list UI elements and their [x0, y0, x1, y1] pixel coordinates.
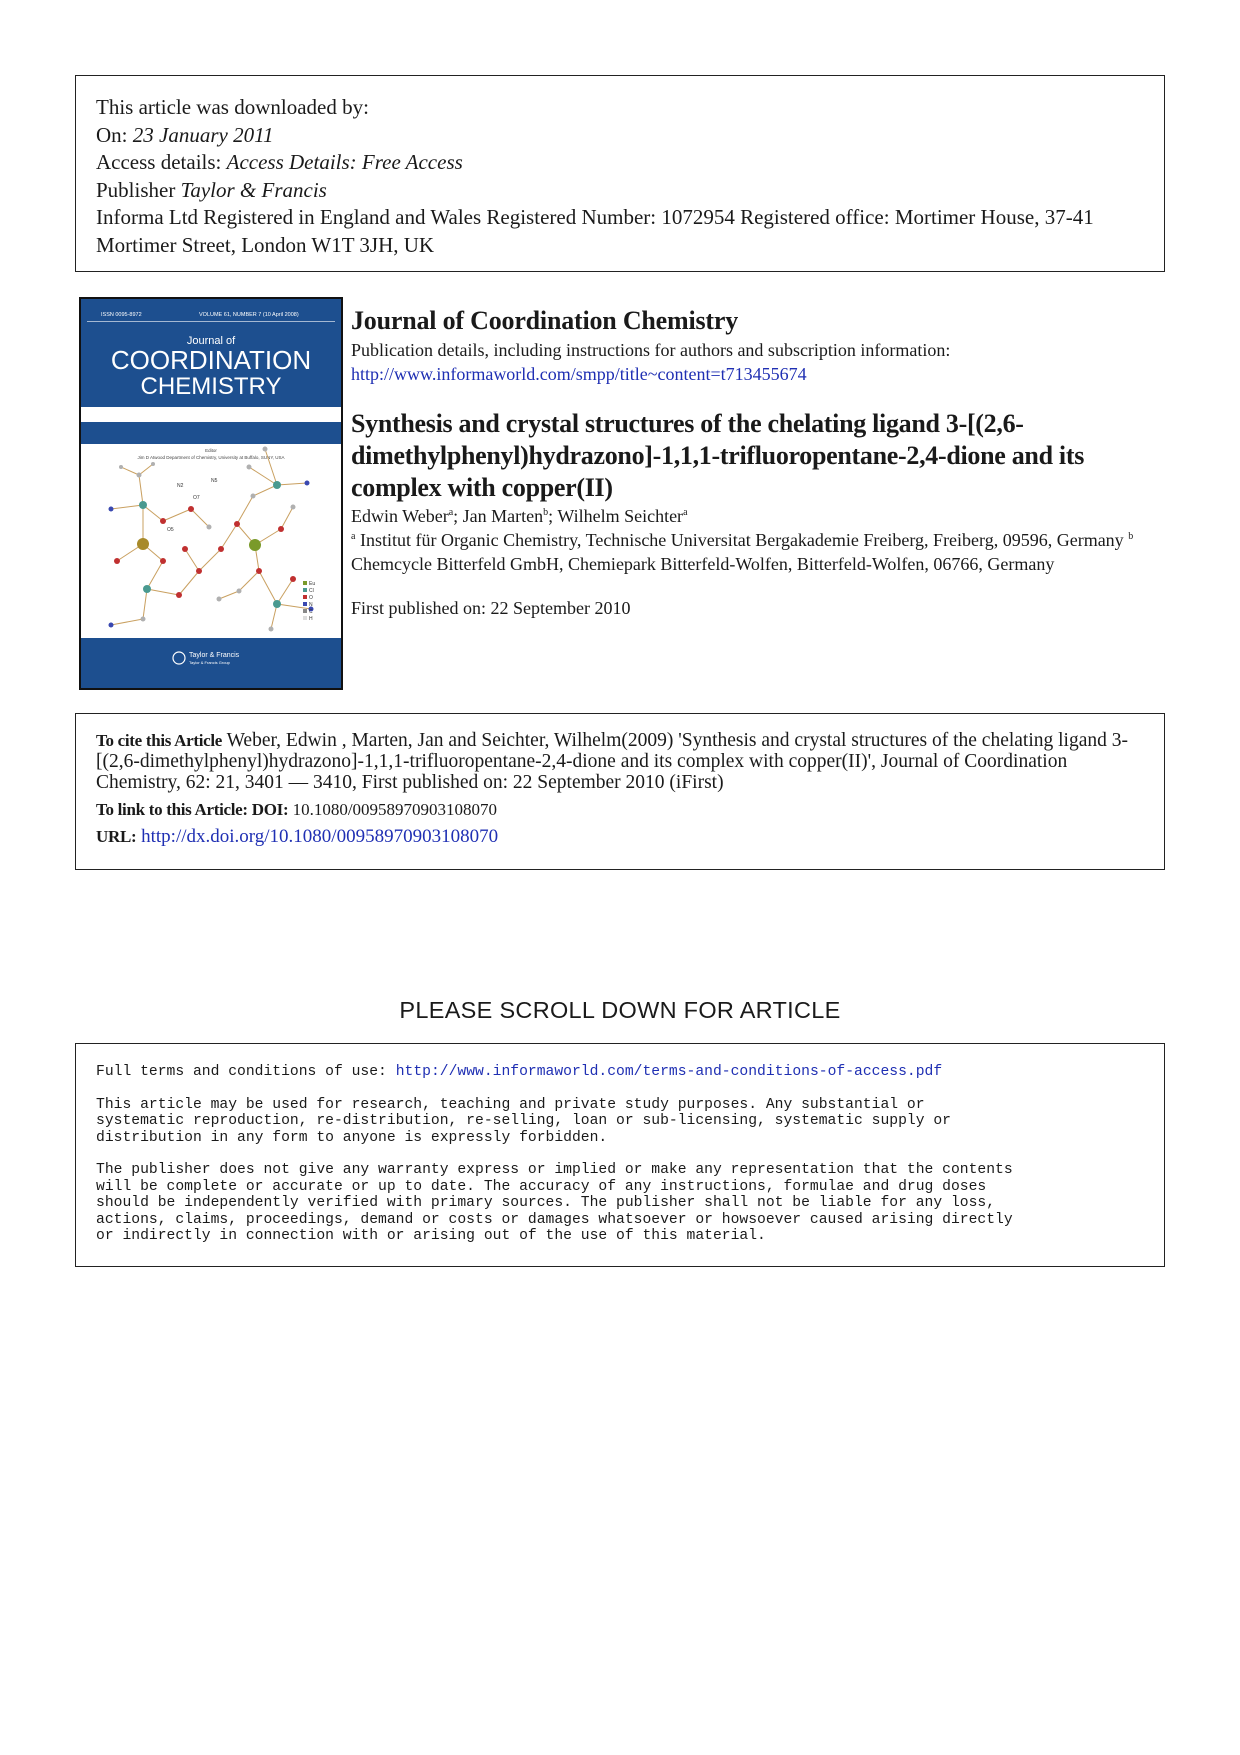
- download-date: 23 January 2011: [132, 122, 274, 147]
- affiliation-a-mark: a: [351, 531, 356, 542]
- affiliation-b: Chemcycle Bitterfeld GmbH, Chemiepark Bitterfeld-Wolfen, Bitterfeld-Wolfen, 06766, Germany: [351, 554, 1055, 574]
- authors: [351, 504, 1171, 528]
- downloaded-by-text: This article was downloaded by:: [96, 95, 369, 119]
- doi-line: [96, 799, 1144, 820]
- cover-coordination: COORDINATION: [110, 345, 312, 375]
- download-date-line: [96, 122, 1144, 150]
- cover-atom-label-n5: N5: [211, 478, 218, 484]
- cover-legend-c: C: [309, 609, 313, 615]
- terms-paragraph-usage: This article may be used for research, teaching and private study purposes. Any substantial or systematic reproduction, re-distribution, re-selling, loan or sub-licensing, systematic supply or distribution in any form to anyone is expressly forbidden.: [96, 1096, 951, 1146]
- cover-atom-label-o5: O5: [167, 527, 174, 533]
- registration-text: Informa Ltd Registered in England and Wales Registered Number: 1072954 Registered office: Mortimer House, 37-41 Mortimer Street, London W1T 3JH, UK: [96, 205, 1094, 257]
- access-value: Access Details: Free Access: [226, 150, 463, 174]
- cover-editor-label: Editor: [205, 448, 217, 453]
- publisher-value: Taylor & Francis: [180, 177, 327, 202]
- cover-publisher-sub: Taylor & Francis Group: [189, 660, 230, 665]
- doi-url-link[interactable]: http://dx.doi.org/10.1080/00958970903108070: [136, 826, 499, 847]
- url-label: URL:: [96, 827, 137, 846]
- author-seichter: ; Wilhelm Seichter: [548, 506, 684, 526]
- journal-url-link[interactable]: http://www.informaworld.com/smpp/title~content=t713455674: [351, 364, 807, 384]
- cover-legend-h: H: [309, 616, 313, 622]
- journal-info: [351, 304, 1171, 620]
- cover-legend-cl: Cl: [309, 588, 314, 594]
- terms-line: [96, 1064, 1144, 1081]
- author-marten: ; Jan Marten: [453, 506, 544, 526]
- access-label: Access details:: [96, 150, 222, 174]
- cover-atom-label-o7: O7: [193, 495, 200, 501]
- cite-article: [96, 730, 1144, 793]
- cover-publisher: Taylor & Francis: [189, 652, 240, 659]
- affiliation-a: Institut für Organic Chemistry, Technische Universitat Bergakademie Freiberg, Freiberg, 09596, Germany: [355, 530, 1129, 550]
- affiliation-b-mark: b: [1128, 531, 1134, 542]
- cite-text: Weber, Edwin , Marten, Jan and Seichter, Wilhelm(2009) 'Synthesis and crystal structures of the chelating ligand 3-[(2,6-dimethylphenyl)hydrazono]-1,1,1-trifluoropentane-2,4-dione and its complex with copper(II)', Journal of Coordination Chemistry, 62: 21, 3401 — 3410, First published on: 22 September 2010 (iFirst): [96, 730, 1128, 793]
- author-weber: Edwin Weber: [351, 506, 449, 526]
- terms-label: Full terms and conditions of use:: [96, 1064, 396, 1080]
- author-seichter-affiliation-mark: a: [683, 507, 688, 518]
- terms-url-link[interactable]: http://www.informaworld.com/terms-and-conditions-of-access.pdf: [395, 1064, 943, 1080]
- author-marten-affiliation-mark: b: [543, 507, 549, 518]
- access-details-line: [96, 149, 1144, 177]
- publication-details-text: Publication details, including instructions for authors and subscription information:: [351, 340, 951, 360]
- doi-value: 10.1080/00958970903108070: [288, 800, 498, 819]
- journal-title: Journal of Coordination Chemistry: [351, 306, 739, 335]
- first-published-date: First published on: 22 September 2010: [351, 598, 631, 618]
- cover-journal-of: Journal of: [186, 335, 236, 347]
- cover-legend-eu: Eu: [309, 581, 316, 587]
- journal-cover-image: [79, 297, 343, 690]
- publisher-label: Publisher: [96, 177, 176, 202]
- author-weber-affiliation-mark: a: [448, 507, 454, 518]
- citation-box: [75, 713, 1165, 870]
- cover-mid-band: [81, 422, 341, 444]
- terms-paragraph-warranty: The publisher does not give any warranty express or implied or make any representation that the contents will be complete or accurate or up to date. The accuracy of any instructions, formulae and drug doses should be independently verified with primary sources. The publisher shall not be liable for any loss, actions, claims, proceedings, demand or costs or damages whatsoever or howsoever caused arising directly or indirectly in connection with or arising out of the use of this material.: [96, 1162, 1013, 1244]
- link-label: To link to this Article: DOI:: [96, 800, 289, 819]
- article-title: Synthesis and crystal structures of the chelating ligand 3-[(2,6-dimethylphenyl)hydrazono]-1,1,1-trifluoropentane-2,4-dione and its complex with copper(II): [351, 409, 1085, 502]
- cover-atom-label-n2: N2: [177, 483, 184, 489]
- affiliations: [351, 528, 1171, 576]
- cover-editor: Jim D Atwood Department of Chemistry, University at Buffalo, SUNY, USA: [137, 455, 285, 460]
- terms-box: [75, 1043, 1165, 1267]
- cover-chemistry: CHEMISTRY: [140, 373, 282, 400]
- cover-issn: ISSN 0095-8972: [101, 312, 142, 318]
- download-info-box: [75, 75, 1165, 272]
- cover-legend-o: O: [309, 595, 313, 601]
- cover-legend-n: N: [309, 602, 313, 608]
- scroll-prompt: PLEASE SCROLL DOWN FOR ARTICLE: [399, 997, 841, 1023]
- on-label: On:: [96, 122, 128, 147]
- cite-label: To cite this Article: [96, 731, 223, 750]
- cover-volume: VOLUME 61, NUMBER 7 (10 April 2008): [199, 312, 299, 318]
- publisher-line: [96, 177, 1144, 205]
- url-line: [96, 826, 1144, 847]
